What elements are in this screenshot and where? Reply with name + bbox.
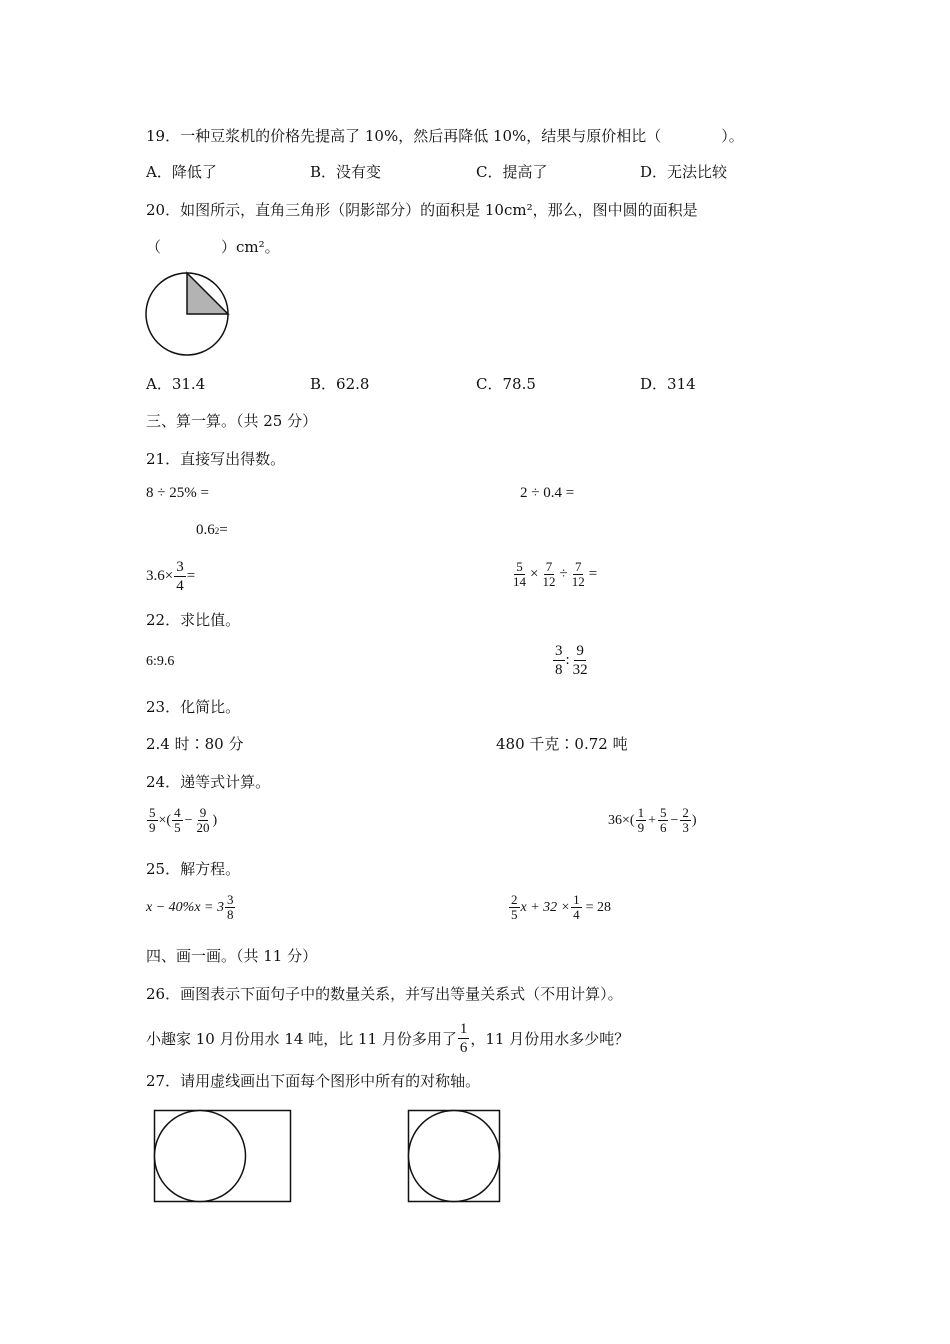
q27-stem: 27．请用虚线画出下面每个图形中所有的对称轴。	[146, 1072, 481, 1090]
q22-stem: 22．求比值。	[146, 611, 241, 629]
q21-expr-1: 8 ÷ 25% =	[146, 485, 209, 501]
q25-stem: 25．解方程。	[146, 860, 241, 878]
q20-option-c: C．78.5	[476, 375, 536, 393]
q21-expr-2: 2 ÷ 0.4 =	[520, 485, 575, 501]
q23-stem: 23．化简比。	[146, 698, 241, 716]
q23-expr-2: 480 千克∶0.72 吨	[496, 735, 628, 753]
q20-blank: （ ）cm²。	[146, 238, 280, 256]
section4-heading: 四、画一画。（共 11 分）	[146, 947, 318, 965]
q20-option-a: A．31.4	[146, 375, 206, 393]
circle-triangle-figure	[140, 268, 240, 363]
q26-body: 小趣家 10 月份用水 14 吨，比 11 月份多用了 $\frac{1}{6}$ ，11 月份用水多少吨？	[146, 1021, 630, 1056]
q22-expr-1: 6:9.6	[146, 654, 175, 669]
q22-expr-2: $\frac{3}{8}$ : $\frac{9}{32}$	[555, 643, 588, 678]
figure-rectangle-circle	[155, 1111, 246, 1202]
q24-stem: 24．递等式计算。	[146, 773, 271, 791]
q25-expr-1: x − 40%x = 3 $\frac{3}{8}$	[146, 892, 234, 922]
q20-option-d: D．314	[640, 375, 696, 393]
q21-expr-4: 3.6× $\frac{3}{4}$ =	[146, 559, 196, 594]
q20-stem: 20．如图所示，直角三角形（阴影部分）的面积是 10cm²，那么，图中圆的面积是	[146, 201, 698, 219]
figure-square-circle	[409, 1111, 500, 1202]
q26-stem: 26．画图表示下面句子中的数量关系，并写出等量关系式（不用计算）。	[146, 985, 623, 1003]
q19-stem: 19．一种豆浆机的价格先提高了 10%，然后再降低 10%，结果与原价相比（ ）。	[146, 127, 744, 145]
q24-expr-2: 36×( $\frac{1}{9}$ + $\frac{5}{6}$ − $\frac{2}{3}$ )	[608, 805, 697, 835]
section3-heading: 三、算一算。（共 25 分）	[146, 412, 318, 430]
q19-option-a: A．降低了	[146, 163, 217, 181]
q21-stem: 21．直接写出得数。	[146, 450, 286, 468]
q21-expr-3: 0.6 2 =	[196, 522, 228, 538]
q19-option-b: B．没有变	[310, 163, 382, 181]
q23-expr-1: 2.4 时∶80 分	[146, 735, 244, 753]
q24-expr-1: $\frac{5}{9}$ ×( $\frac{4}{5}$ − $\frac{9}{20}$ )	[149, 805, 218, 835]
q21-expr-5: $\frac{5}{14}$ × $\frac{7}{12}$ ÷ $\frac{7}{12}$ =	[513, 559, 598, 589]
square-circle-figure	[404, 1106, 504, 1206]
q25-expr-2: $\frac{2}{5}$ x + 32 × $\frac{1}{4}$ = 28	[511, 892, 612, 922]
q19-option-d: D．无法比较	[640, 163, 728, 181]
q19-option-c: C．提高了	[476, 163, 548, 181]
rectangle-circle-figure	[150, 1106, 295, 1206]
q20-option-b: B．62.8	[310, 375, 370, 393]
